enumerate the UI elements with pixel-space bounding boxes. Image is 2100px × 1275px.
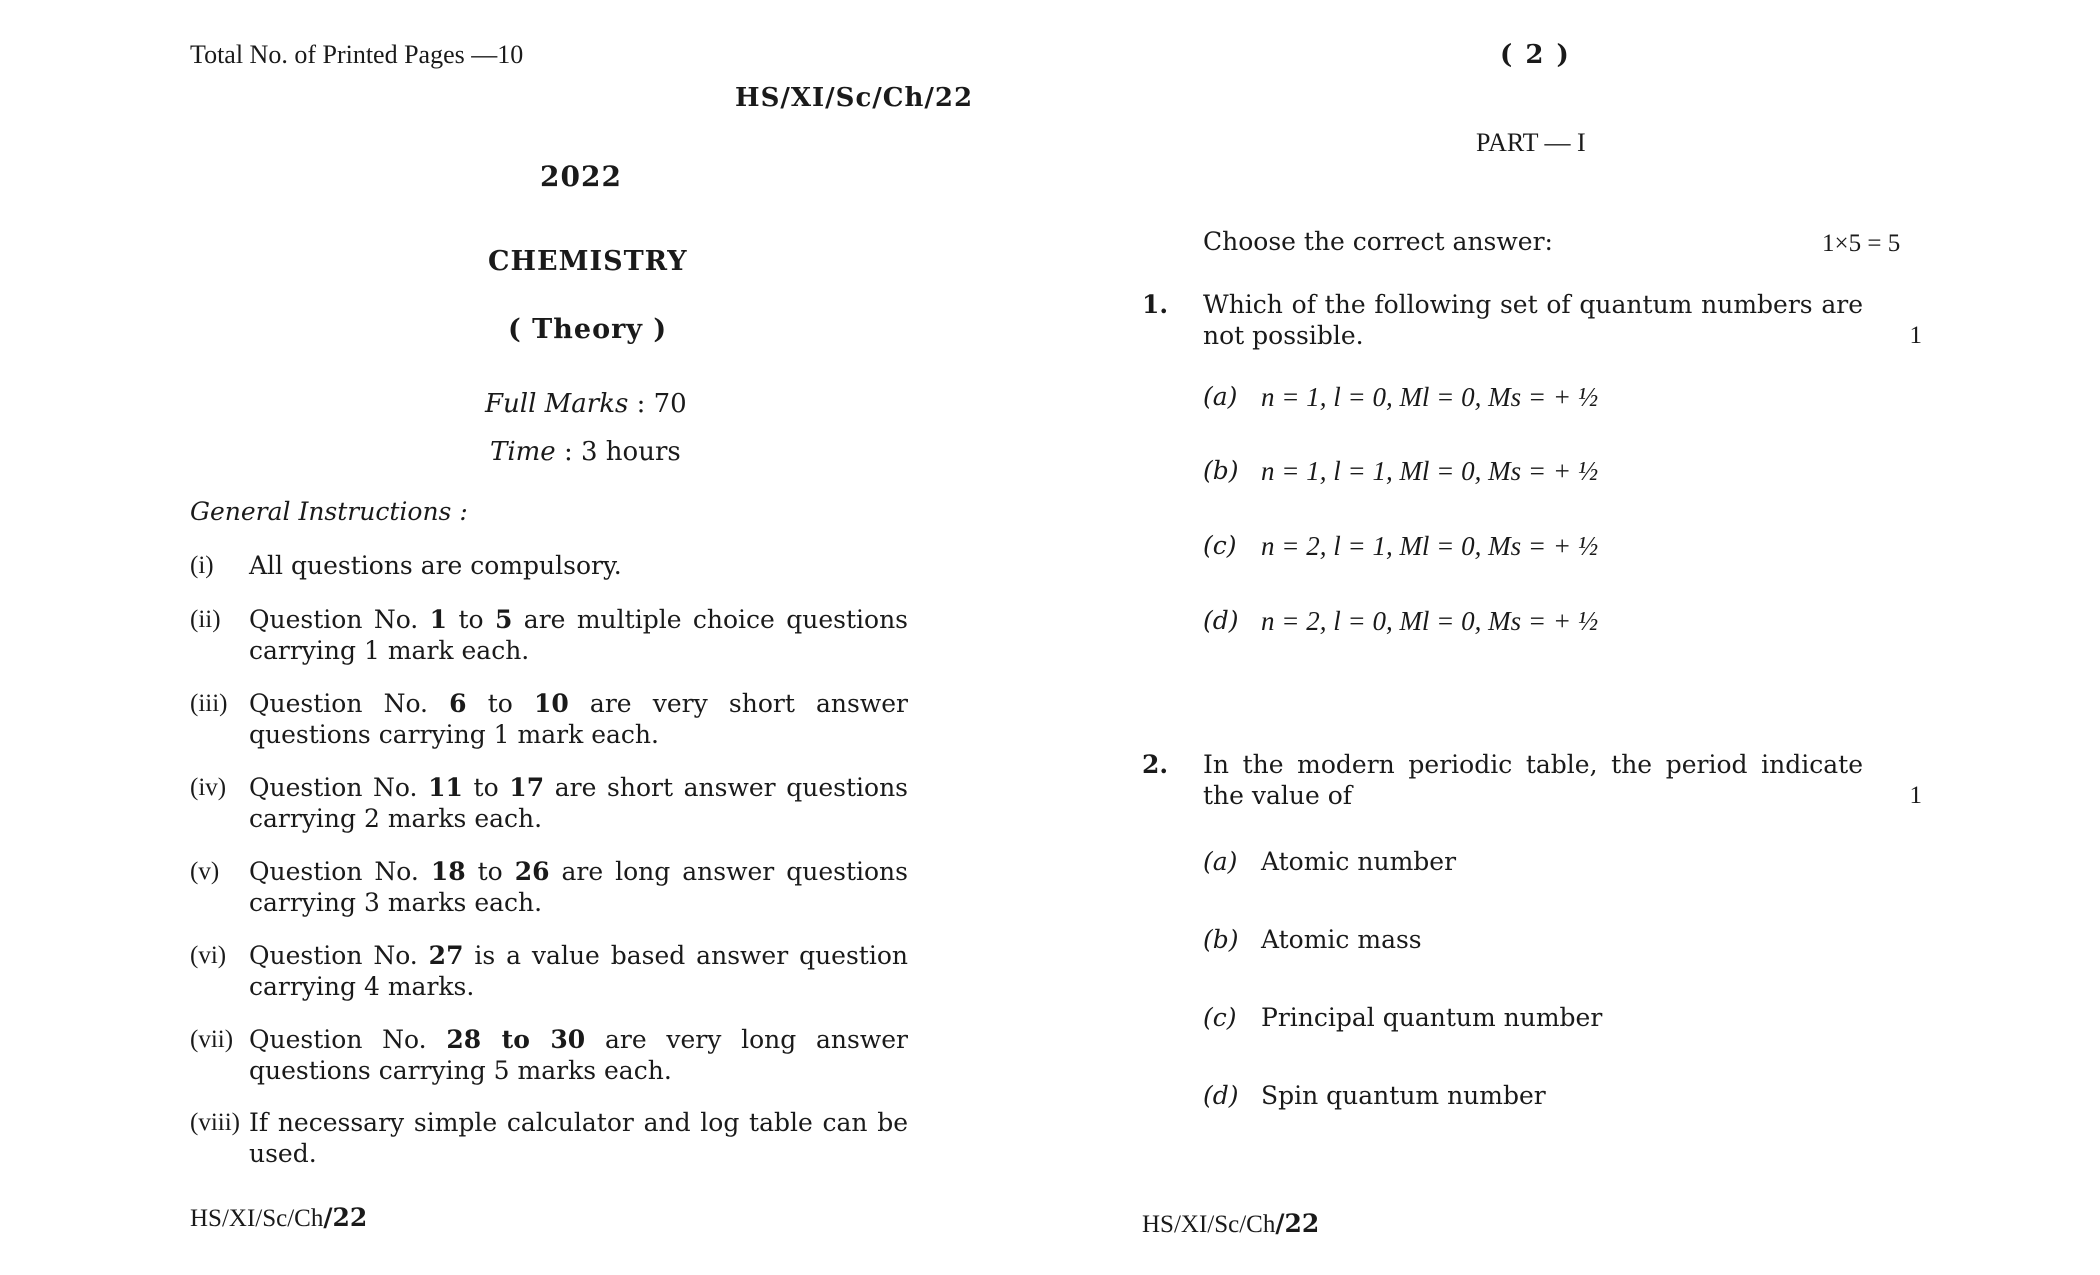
instruction-number: (v) bbox=[190, 858, 220, 885]
instructions-heading: General Instructions : bbox=[190, 497, 468, 526]
option-label: (c) bbox=[1203, 531, 1237, 560]
question-marks: 1 bbox=[1909, 322, 1922, 349]
instruction-text: Question No. 1 to 5 are multiple choice questions carrying 1 mark each. bbox=[249, 605, 908, 665]
time-allowed bbox=[490, 437, 681, 467]
option-text: Spin quantum number bbox=[1261, 1081, 1546, 1110]
instruction-number: (vii) bbox=[190, 1026, 234, 1053]
instruction-text: Question No. 27 is a value based answer question carrying 4 marks. bbox=[249, 941, 908, 1001]
paper-type: ( Theory ) bbox=[508, 314, 668, 345]
footer-code-prefix: HS/XI/Sc/Ch bbox=[1142, 1211, 1276, 1238]
instruction-item bbox=[190, 772, 908, 834]
question-text: In the modern periodic table, the period indicate the value of bbox=[1203, 750, 1863, 810]
full-marks-label: Full Marks bbox=[485, 389, 629, 419]
full-marks-value: : 70 bbox=[636, 389, 687, 419]
instruction-text: Question No. 18 to 26 are long answer questions carrying 3 marks each. bbox=[249, 857, 908, 917]
instruction-number: (iv) bbox=[190, 774, 227, 801]
subject-title: CHEMISTRY bbox=[488, 246, 688, 277]
option-label: (d) bbox=[1203, 1081, 1239, 1110]
option-label: (a) bbox=[1203, 382, 1238, 411]
time-label: Time bbox=[490, 437, 556, 467]
full-marks bbox=[485, 389, 687, 419]
option-text: Atomic number bbox=[1261, 847, 1457, 876]
option-text: Principal quantum number bbox=[1261, 1003, 1603, 1032]
option-text: Atomic mass bbox=[1261, 925, 1422, 954]
section-instruction: Choose the correct answer: bbox=[1203, 227, 1553, 256]
instruction-number: (vi) bbox=[190, 942, 227, 969]
instruction-text: Question No. 6 to 10 are very short answer questions carrying 1 mark each. bbox=[249, 689, 908, 749]
question-number: 2. bbox=[1142, 750, 1169, 779]
option-label: (d) bbox=[1203, 606, 1239, 635]
exam-year: 2022 bbox=[540, 160, 622, 193]
question-2 bbox=[1142, 749, 1922, 811]
question-marks: 1 bbox=[1909, 782, 1922, 809]
instruction-item bbox=[190, 550, 908, 581]
instruction-number: (ii) bbox=[190, 606, 221, 633]
instruction-text: If necessary simple calculator and log table can be used. bbox=[249, 1108, 908, 1168]
instruction-item bbox=[190, 688, 908, 750]
instruction-text: Question No. 11 to 17 are short answer questions carrying 2 marks each. bbox=[249, 773, 908, 833]
instruction-item bbox=[190, 604, 908, 666]
footer-code-prefix: HS/XI/Sc/Ch bbox=[190, 1205, 324, 1232]
option-label: (a) bbox=[1203, 847, 1238, 876]
instruction-number: (viii) bbox=[190, 1109, 240, 1136]
instruction-text: All questions are compulsory. bbox=[249, 551, 622, 580]
option-text: n = 2, l = 1, Ml = 0, Ms = + ½ bbox=[1261, 531, 1599, 561]
option-label: (b) bbox=[1203, 925, 1239, 954]
question-number: 1. bbox=[1142, 290, 1169, 319]
instruction-text: Question No. 28 to 30 are very long answer questions carrying 5 marks each. bbox=[249, 1025, 908, 1085]
instruction-number: (i) bbox=[190, 552, 214, 579]
section-marks: 1×5 = 5 bbox=[1822, 230, 1901, 257]
time-value: : 3 hours bbox=[563, 437, 681, 467]
option-label: (c) bbox=[1203, 1003, 1237, 1032]
instruction-item bbox=[190, 1024, 908, 1086]
instruction-number: (iii) bbox=[190, 690, 228, 717]
page-number: ( 2 ) bbox=[1500, 40, 1571, 70]
instruction-item bbox=[190, 856, 908, 918]
footer-code-right bbox=[1142, 1209, 1319, 1239]
footer-code-suffix: /22 bbox=[1275, 1209, 1320, 1238]
instruction-item bbox=[190, 1107, 908, 1169]
footer-code-left bbox=[190, 1203, 367, 1233]
option-label: (b) bbox=[1203, 456, 1239, 485]
question-1 bbox=[1142, 289, 1922, 351]
part-heading: PART — I bbox=[1476, 128, 1586, 157]
option-text: n = 1, l = 0, Ml = 0, Ms = + ½ bbox=[1261, 382, 1599, 412]
option-text: n = 1, l = 1, Ml = 0, Ms = + ½ bbox=[1261, 456, 1599, 486]
option-text: n = 2, l = 0, Ml = 0, Ms = + ½ bbox=[1261, 606, 1599, 636]
question-text: Which of the following set of quantum numbers are not possible. bbox=[1203, 290, 1863, 350]
instruction-item bbox=[190, 940, 908, 1002]
footer-code-suffix: /22 bbox=[323, 1203, 368, 1232]
printed-pages-note: Total No. of Printed Pages —10 bbox=[190, 40, 524, 69]
paper-code: HS/XI/Sc/Ch/22 bbox=[735, 83, 974, 113]
